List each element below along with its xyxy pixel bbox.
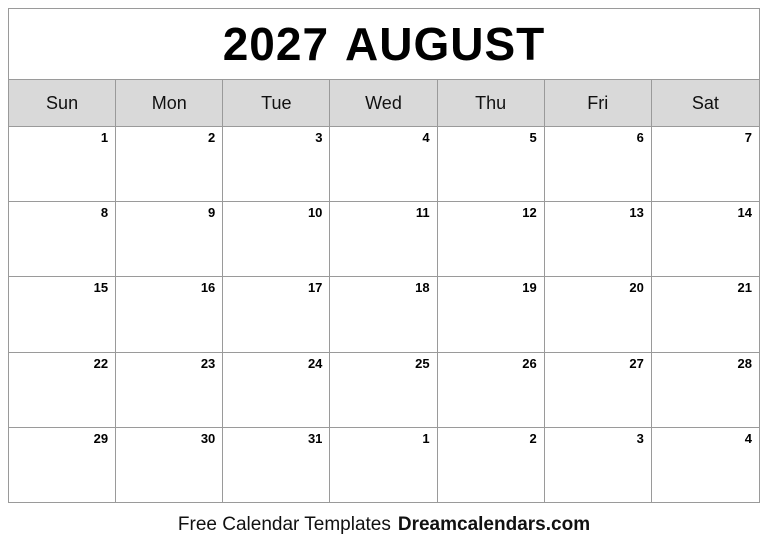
- day-number: 19: [522, 280, 537, 296]
- day-number: 11: [415, 205, 430, 221]
- day-cell[interactable]: [9, 428, 116, 502]
- week-row: [9, 353, 759, 428]
- day-cell[interactable]: [545, 277, 652, 351]
- day-number: 22: [93, 355, 109, 371]
- day-cell[interactable]: [545, 202, 652, 276]
- weekday-thu: Thu: [438, 80, 545, 126]
- day-cell[interactable]: [9, 353, 116, 427]
- week-row: [9, 277, 759, 352]
- day-cell[interactable]: [9, 127, 116, 201]
- day-cell[interactable]: [9, 277, 116, 351]
- day-number: 15: [93, 280, 109, 296]
- day-cell[interactable]: [652, 353, 759, 427]
- day-cell[interactable]: [438, 202, 545, 276]
- day-cell[interactable]: [438, 428, 545, 502]
- day-cell[interactable]: [652, 127, 759, 201]
- day-number: 18: [415, 280, 430, 296]
- day-cell[interactable]: [116, 277, 223, 351]
- day-number: 5: [529, 130, 537, 145]
- day-number: 3: [315, 130, 323, 145]
- day-number: 27: [629, 355, 644, 371]
- day-number: 9: [208, 205, 216, 221]
- day-cell[interactable]: [116, 202, 223, 276]
- day-cell[interactable]: [223, 202, 330, 276]
- day-number: 7: [744, 130, 752, 145]
- day-cell[interactable]: [652, 277, 759, 351]
- day-number: 14: [737, 205, 752, 221]
- week-row: [9, 127, 759, 202]
- day-number: 28: [737, 355, 752, 371]
- day-number: 30: [200, 430, 216, 446]
- day-number: 2: [529, 430, 537, 446]
- day-cell[interactable]: [116, 353, 223, 427]
- day-cell[interactable]: [545, 353, 652, 427]
- week-row: [9, 202, 759, 277]
- day-number: 24: [307, 355, 323, 371]
- weekday-tue: Tue: [223, 80, 330, 126]
- day-number: 1: [422, 430, 430, 446]
- day-cell[interactable]: [330, 202, 437, 276]
- day-cell[interactable]: [223, 353, 330, 427]
- day-cell[interactable]: [545, 428, 652, 502]
- day-cell[interactable]: [223, 428, 330, 502]
- day-cell[interactable]: [223, 277, 330, 351]
- day-number: 6: [636, 130, 644, 145]
- day-number: 10: [307, 205, 323, 221]
- footer: [0, 505, 768, 545]
- day-cell[interactable]: [438, 127, 545, 201]
- day-cell[interactable]: [116, 127, 223, 201]
- day-number: 13: [629, 205, 644, 221]
- day-cell[interactable]: [116, 428, 223, 502]
- weekday-header-row: [9, 79, 759, 127]
- day-cell[interactable]: [652, 202, 759, 276]
- footer-text: Free Calendar Templates: [177, 514, 391, 535]
- day-number: 8: [100, 205, 109, 221]
- weekday-sat: Sat: [691, 92, 719, 113]
- day-cell[interactable]: [438, 277, 545, 351]
- day-number: 31: [307, 430, 323, 446]
- day-cell[interactable]: [545, 127, 652, 201]
- calendar-month: AUGUST: [345, 18, 546, 70]
- day-number: 2: [208, 130, 216, 145]
- calendar-grid: [8, 8, 760, 503]
- day-number: 20: [629, 280, 644, 296]
- day-cell[interactable]: [330, 127, 437, 201]
- weekday-sun: Sun: [9, 80, 116, 126]
- calendar-year: 2027: [222, 18, 330, 70]
- calendar-weeks: [9, 127, 759, 502]
- week-row: [9, 428, 759, 502]
- calendar-title: [9, 9, 759, 79]
- day-number: 21: [737, 280, 752, 296]
- day-cell[interactable]: [652, 428, 759, 502]
- day-cell[interactable]: [330, 428, 437, 502]
- day-number: 16: [200, 280, 216, 296]
- day-cell[interactable]: [9, 202, 116, 276]
- day-cell[interactable]: [330, 277, 437, 351]
- weekday-mon: Mon: [116, 80, 223, 126]
- day-cell[interactable]: [438, 353, 545, 427]
- day-number: 17: [307, 280, 323, 296]
- day-number: 4: [422, 130, 430, 145]
- day-number: 12: [522, 205, 537, 221]
- day-cell[interactable]: [223, 127, 330, 201]
- weekday-wed: Wed: [330, 80, 437, 126]
- footer-brand: Dreamcalendars.com: [397, 514, 591, 535]
- day-number: 25: [415, 355, 430, 371]
- day-number: 3: [636, 430, 644, 446]
- day-number: 29: [93, 430, 109, 446]
- day-number: 1: [100, 130, 109, 145]
- day-number: 23: [200, 355, 216, 371]
- day-cell[interactable]: [330, 353, 437, 427]
- weekday-fri: Fri: [545, 80, 652, 126]
- day-number: 4: [744, 430, 752, 446]
- day-number: 26: [522, 355, 537, 371]
